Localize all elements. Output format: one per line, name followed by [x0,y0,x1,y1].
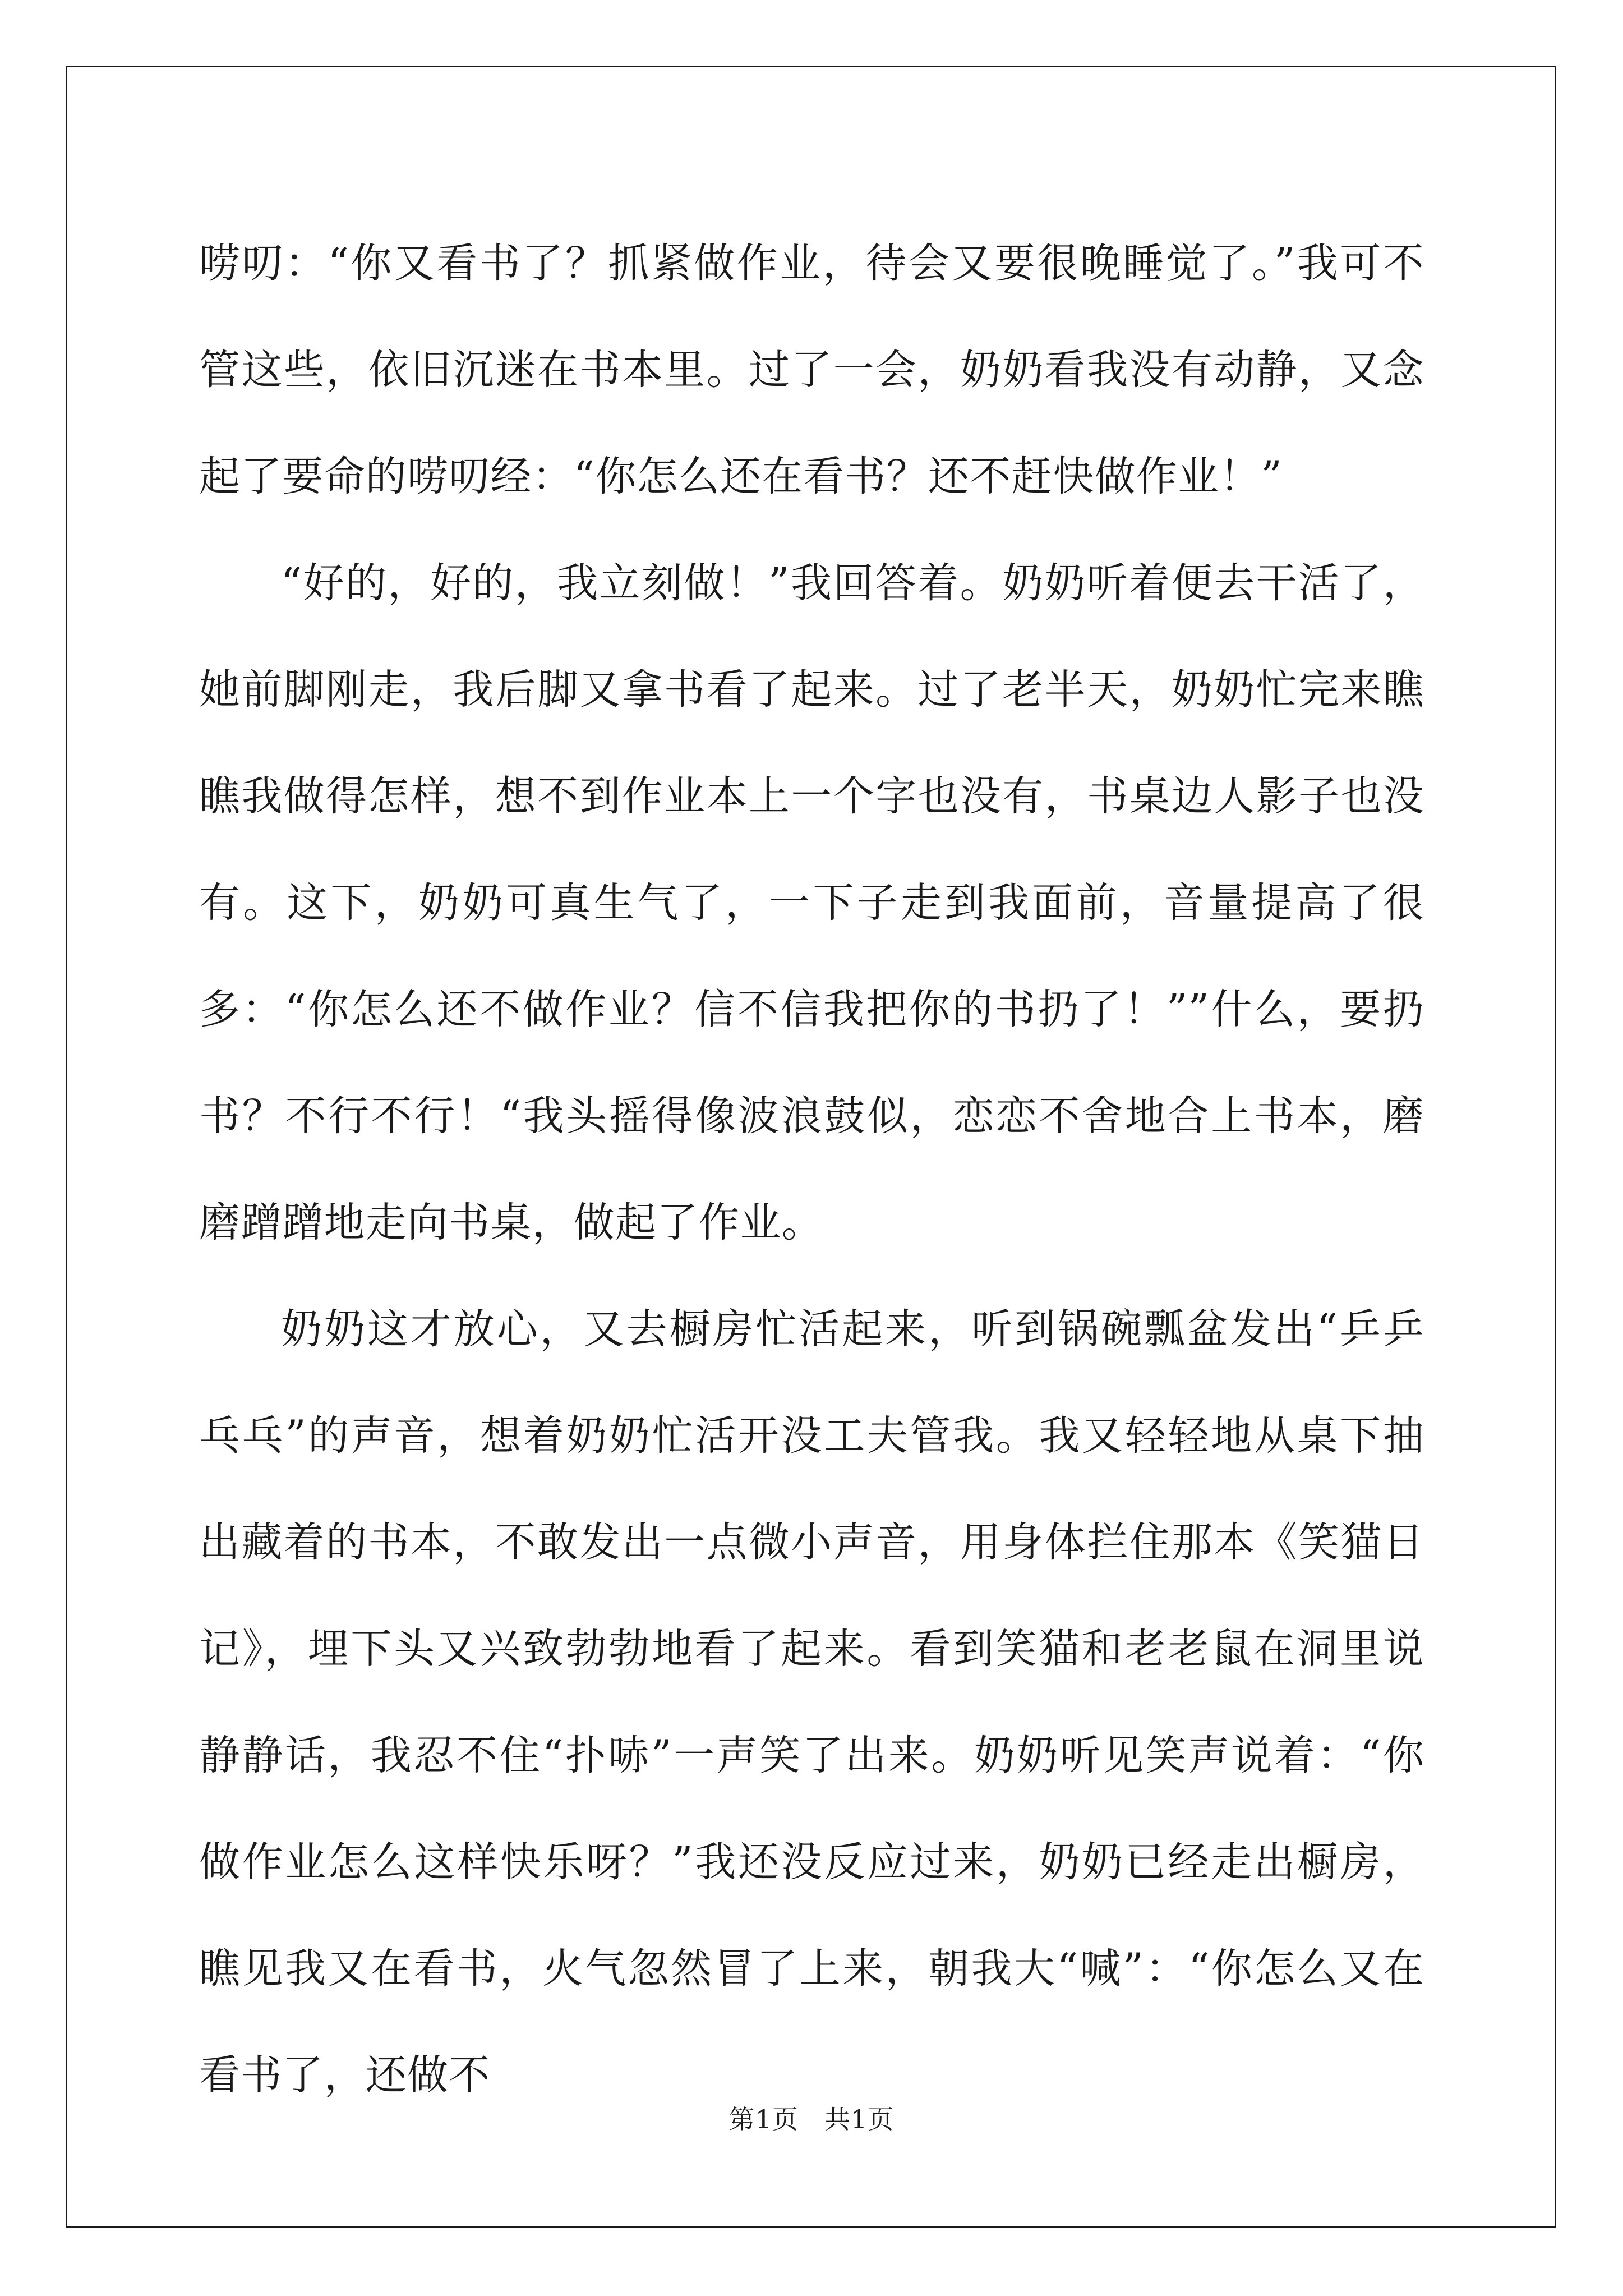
page-number: 第1页 [728,2104,799,2134]
document-body [199,210,1424,2129]
paragraph-2: “好的，好的，我立刻做！”我回答着。奶奶听着便去干活了，她前脚刚走，我后脚又拿书看了起来。过了老半天，奶奶忙完来瞧瞧我做得怎样，想不到作业本上一个字也没有，书桌边人影子也没有。这下，奶奶可真生气了，一下子走到我面前，音量提高了很多：“你怎么还不做作业？信不信我把你的书扔了！””什么，要扔书？不行不行！“我头摇得像波浪鼓似，恋恋不舍地合上书本，磨磨蹭蹭地走向书桌，做起了作业。 [199,559,1424,1246]
page-total: 共1页 [824,2104,895,2134]
paragraph-3: 奶奶这才放心，又去橱房忙活起来，听到锅碗瓢盆发出“乒乒乓乓”的声音，想着奶奶忙活开没工夫管我。我又轻轻地从桌下抽出藏着的书本，不敢发出一点微小声音，用身体拦住那本《笑猫日记》，埋下头又兴致勃勃地看了起来。看到笑猫和老老鼠在洞里说静静话，我忍不住“扑哧”一声笑了出来。奶奶听见笑声说着：“你做作业怎么这样快乐呀？”我还没反应过来，奶奶已经走出橱房，瞧见我又在看书，火气忽然冒了上来，朝我大“喊”：“你怎么又在看书了，还做不 [199,1305,1424,2099]
page-footer [0,2102,1623,2136]
paragraph-1: 唠叨：“你又看书了？抓紧做作业，待会又要很晚睡觉了。”我可不管这些，依旧沉迷在书本里。过了一会，奶奶看我没有动静，又念起了要命的唠叨经：“你怎么还在看书？还不赶快做作业！” [199,240,1424,500]
